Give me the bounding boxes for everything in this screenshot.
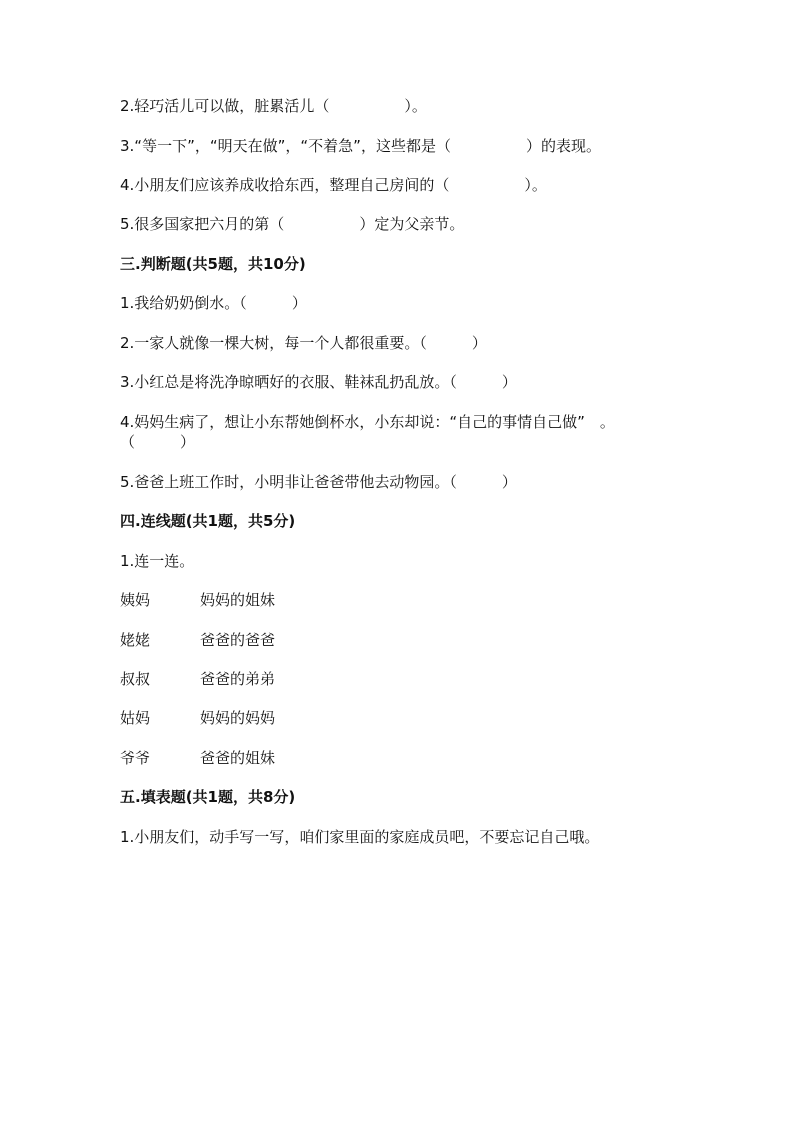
matching-row-2 bbox=[120, 630, 275, 650]
matching-right-2: 爸爸的爸爸 bbox=[200, 631, 276, 649]
table-question: 1.小朋友们，动手写一写，咱们家里面的家庭成员吧，不要忘记自己哦。 bbox=[120, 828, 600, 846]
matching-right-1: 妈妈的姐妹 bbox=[200, 591, 276, 609]
matching-row-3 bbox=[120, 669, 275, 689]
judge-question-1: 1.我给奶奶倒水。（ ） bbox=[120, 294, 307, 312]
matching-right-5: 爸爸的姐妹 bbox=[200, 749, 276, 767]
matching-row-5 bbox=[120, 748, 275, 768]
matching-left-2: 姥姥 bbox=[120, 631, 151, 649]
fill-in-question-2: 2.轻巧活儿可以做，脏累活儿（ ）。 bbox=[120, 97, 427, 115]
matching-right-3: 爸爸的弟弟 bbox=[200, 670, 276, 688]
judge-question-4-blank: （ ） bbox=[120, 433, 196, 451]
matching-row-1 bbox=[120, 590, 275, 610]
matching-question: 1.连一连。 bbox=[120, 552, 195, 570]
matching-left-1: 姨妈 bbox=[120, 591, 151, 609]
fill-in-question-4: 4.小朋友们应该养成收拾东西，整理自己房间的（ ）。 bbox=[120, 176, 547, 194]
matching-right-4: 妈妈的妈妈 bbox=[200, 709, 276, 727]
fill-in-question-3: 3.“等一下”，“明天在做”，“不着急”，这些都是（ ）的表现。 bbox=[120, 137, 601, 155]
fill-in-question-5: 5.很多国家把六月的第（ ）定为父亲节。 bbox=[120, 215, 465, 233]
judge-question-4: 4.妈妈生病了，想让小东帮她倒杯水，小东却说：“自己的事情自己做” 。 bbox=[120, 413, 615, 431]
matching-row-4 bbox=[120, 708, 275, 728]
section-3-heading: 三.判断题(共5题，共10分) bbox=[120, 255, 306, 273]
judge-question-3: 3.小红总是将洗净晾晒好的衣服、鞋袜乱扔乱放。（ ） bbox=[120, 373, 517, 391]
judge-question-2: 2.一家人就像一棵大树，每一个人都很重要。（ ） bbox=[120, 334, 487, 352]
section-5-heading: 五.填表题(共1题，共8分) bbox=[120, 788, 296, 806]
section-4-heading: 四.连线题(共1题，共5分) bbox=[120, 512, 296, 530]
matching-left-3: 叔叔 bbox=[120, 670, 151, 688]
matching-left-5: 爷爷 bbox=[120, 749, 151, 767]
matching-left-4: 姑妈 bbox=[120, 709, 151, 727]
judge-question-5: 5.爸爸上班工作时，小明非让爸爸带他去动物园。（ ） bbox=[120, 473, 517, 491]
